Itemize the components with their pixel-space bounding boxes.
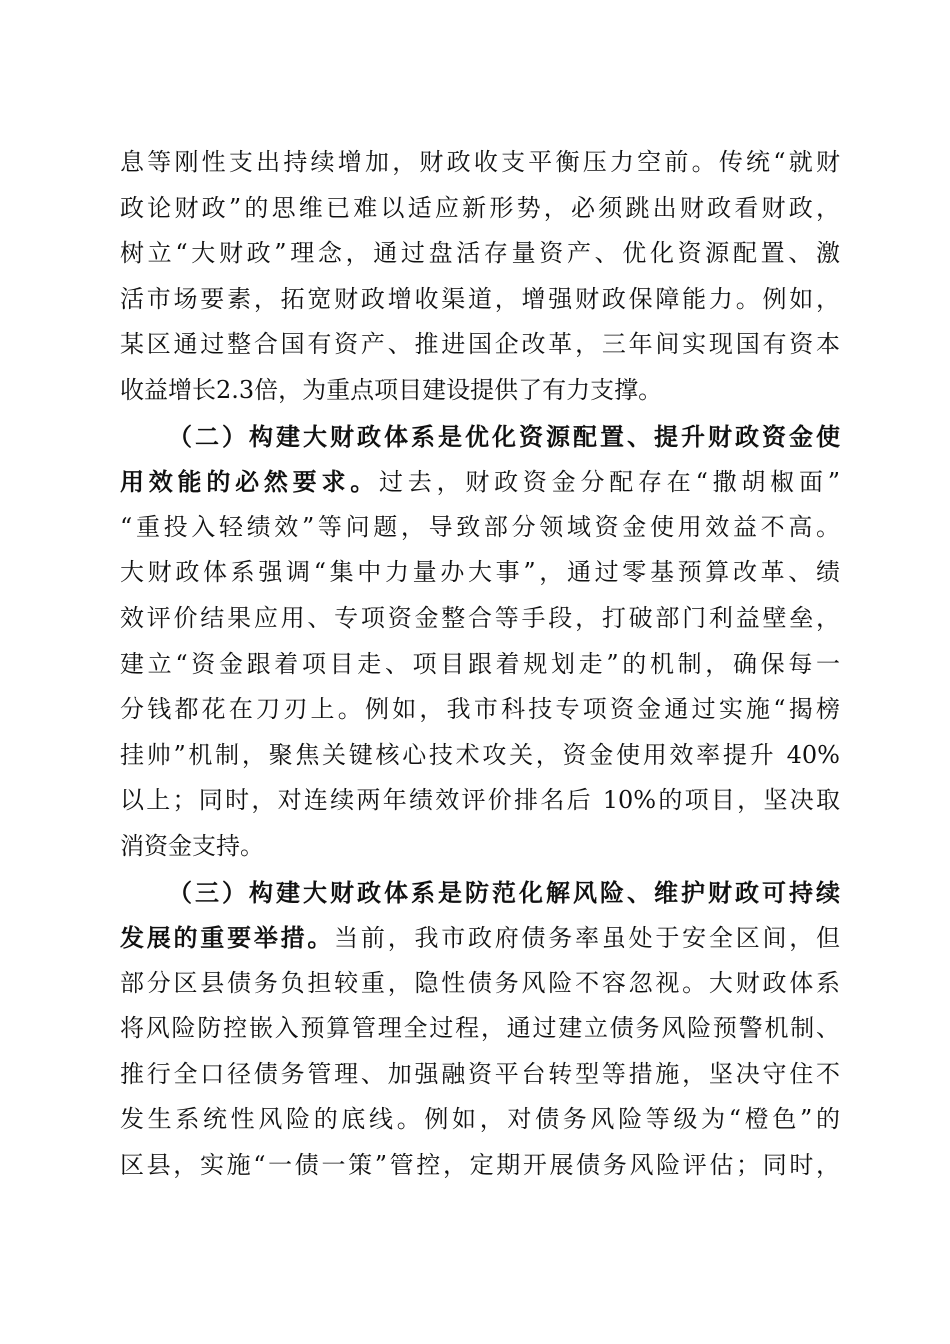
text-line: 活市场要素，拓宽财政增收渠道，增强财政保障能力。例如， [120,284,840,313]
text-line: 息等刚性支出持续增加，财政收支平衡压力空前。传统“就财 [120,148,840,176]
text-line: 将风险防控嵌入预算管理全过程，通过建立债务风险预警机制、 [120,1014,840,1043]
text-line: 政论财政”的思维已难以适应新形势，必须跳出财政看财政， [120,193,840,222]
text-line: 挂帅”机制，聚焦关键核心技术攻关，资金使用效率提升 40% [120,740,840,769]
text-run: 过去，财政资金分配存在“撒胡椒面” [379,468,841,497]
text-line: “重投入轻绩效”等问题，导致部分领域资金使用效益不高。 [120,512,840,541]
text-line: 分钱都花在刀刃上。例如，我市科技专项资金通过实施“揭榜 [120,695,840,724]
text-line: 以上；同时，对连续两年绩效评价排名后 10%的项目，坚决取 [120,786,840,815]
text-line: 某区通过整合国有资产、推进国企改革，三年间实现国有资本 [120,330,840,359]
text-line: 建立“资金跟着项目走、项目跟着规划走”的机制，确保每一 [120,649,840,678]
text-line: 推行全口径债务管理、加强融资平台转型等措施，坚决守住不 [120,1059,840,1088]
text-line: 树立“大财政”理念，通过盘活存量资产、优化资源配置、激 [120,239,840,268]
text-line: 效评价结果应用、专项资金整合等手段，打破部门利益壁垒， [120,603,840,632]
section-heading-end: 用效能的必然要求。 [120,467,380,497]
text-line: 收益增长2.3倍，为重点项目建设提供了有力支撑。 [120,375,663,404]
text-line: 消资金支持。 [120,831,264,860]
text-line: 区县，实施“一债一策”管控，定期开展债务风险评估；同时， [120,1151,840,1180]
text-line: 部分区县债务负担较重，隐性债务风险不容忽视。大财政体系 [120,968,840,997]
text-run: 当前，我市政府债务率虽处于安全区间，但 [334,924,841,953]
text-line: 大财政体系强调“集中力量办大事”，通过零基预算改革、绩 [120,558,840,587]
section-heading-line: （三）构建大财政体系是防范化解风险、维护财政可持续 [168,877,840,907]
mixed-line [120,459,840,505]
section-heading-line: （二）构建大财政体系是优化资源配置、提升财政资金使 [168,421,840,451]
document-body [120,140,840,1189]
mixed-line [120,915,840,961]
text-line: 发生系统性风险的底线。例如，对债务风险等级为“橙色”的 [120,1105,840,1134]
section-heading-end: 发展的重要举措。 [120,923,335,953]
